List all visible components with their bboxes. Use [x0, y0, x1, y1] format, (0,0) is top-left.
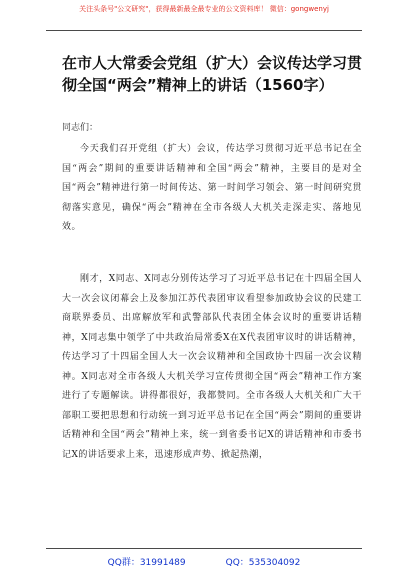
footer	[0, 555, 408, 568]
footer-qq-group: QQ群：31991489	[107, 558, 186, 568]
paragraph-1: 今天我们召开党组（扩大）会议，传达学习贯彻习近平总书记在全国“两会”期间的重要讲话精神和全国“两会”精神，主要目的是对全国“两会”精神进行第一时间传达、第一时间学习领会、第一时间研究贯彻落实意见，确保“两会”精神在全市各级人大机关走深走实、落地见效。	[62, 144, 362, 232]
header-rule	[46, 30, 362, 31]
top-banner: 关注头条号"公文研究"，获得最新最全最专业的公文资料库！ 微信：gongwenyj	[79, 5, 329, 13]
footer-qq: QQ：535304092	[225, 558, 301, 568]
footer-rule	[46, 548, 362, 549]
greeting: 同志们：	[62, 123, 99, 133]
document-title: 在市人大常委会党组（扩大）会议传达学习贯彻全国“两会”精神上的讲话（1560字）	[62, 54, 363, 94]
paragraph-2: 刚才，X同志、X同志分别传达学习了习近平总书记在十四届全国人大一次会议闭幕会上及参加江苏代表团审议看望参加政协会议的民建工商联界委员、出席解放军和武警部队代表团全体会议时的重要讲话精神，X同志集中领学了中共政治局常委X在X代表团审议时的讲话精神，传达学习了十四届全国人大一次会议精神和全国政协十四届一次会议精神。X同志对全市各级人大机关学习宣传贯彻全国“两会”精神工作方案进行了专题解读。讲得都很好，我都赞同。全市各级人大机关和广大干部职工要把思想和行动统一到习近平总书记在全国“两会”期间的重要讲话精神和全国“两会”精神上来，统一到省委书记X的讲话精神和市委书记X的讲话要求上来，迅速形成声势、掀起热潮，	[62, 274, 362, 460]
